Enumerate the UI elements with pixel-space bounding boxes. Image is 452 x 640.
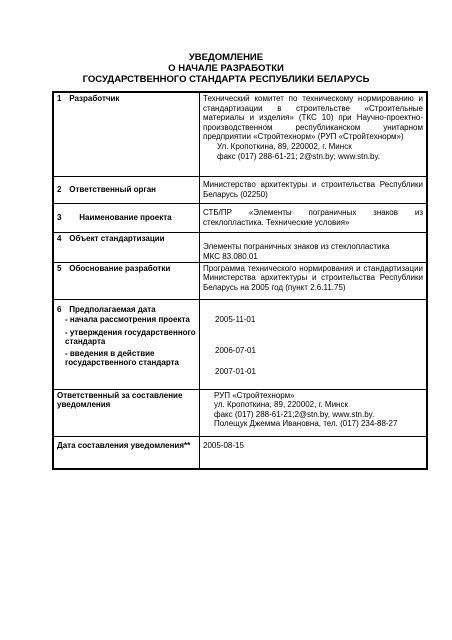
row-responsible-label-cell [53, 389, 200, 436]
row-project [53, 203, 427, 232]
row-label: Дата составления уведомления** [57, 440, 191, 450]
date-effect-value: 2007-01-01 [215, 366, 256, 376]
row-label: Обоснование разработки [69, 263, 171, 273]
date-start-label: - начала рассмотрения проекта [65, 315, 190, 325]
basis-text: Программа технического нормирования и стандартизации Министерства архитектуры и строительства Республики Беларусь на 2005 год (пункт 2.6.11.75) [200, 262, 428, 299]
row-compiled-label-cell [53, 436, 200, 469]
row-basis-label-cell [53, 262, 200, 299]
row-number: 2 [57, 185, 62, 195]
row-object-value-cell [200, 232, 428, 262]
row-label: Разработчик [69, 94, 120, 103]
responsible-address: ул. Кропоткина, 89, 220002, г. Минск [214, 400, 348, 410]
authority-text: Министерство архитектуры и строительства Республики Беларусь (02250) [200, 176, 428, 203]
notification-table [52, 91, 428, 470]
developer-text: Технический комитет по техническому нормированию и стандартизации в строительстве «Строительные материалы и изделия» (ТКС 10) при Научно-проектно-производственном республиканском унитарном предприятии «Стройтехнорм» (РУП «Стройтехнорм») [203, 94, 423, 142]
project-text: СТБ/ПР «Элементы пограничных знаков из стеклопластика. Технические условия» [200, 203, 428, 232]
date-effect-label: - введения в действие государственного стандарта [65, 348, 179, 368]
date-approve-value: 2006-07-01 [215, 346, 256, 356]
row-responsible-value-cell [200, 389, 428, 436]
row-number: 3 [57, 213, 62, 223]
row-developer-label-cell [53, 92, 200, 176]
title-line-2: О НАЧАЛЕ РАЗРАБОТКИ [168, 63, 284, 74]
row-authority [53, 176, 427, 203]
row-number: 1 [57, 94, 62, 103]
row-dates [53, 299, 427, 389]
row-project-label-cell [53, 203, 200, 232]
responsible-person: Полещук Джемма Ивановна, тел. (017) 234-88-27 [214, 419, 398, 429]
document-title [0, 52, 452, 85]
date-approve-label: - утверждения государственного стандарта [65, 327, 196, 347]
row-object-label-cell [53, 232, 200, 262]
title-line-3: ГОСУДАРСТВЕННОГО СТАНДАРТА РЕСПУБЛИКИ БЕЛАРУСЬ [82, 74, 370, 85]
row-compiled [53, 436, 427, 469]
row-number: 5 [57, 263, 62, 273]
row-label: Объект стандартизации [69, 233, 165, 243]
row-number: 6 [57, 304, 62, 314]
row-number: 4 [57, 233, 62, 243]
title-line-1: УВЕДОМЛЕНИЕ [188, 52, 264, 63]
row-dates-label-cell [53, 299, 200, 389]
row-authority-label-cell [53, 176, 200, 203]
row-basis [53, 262, 427, 299]
row-responsible [53, 389, 427, 436]
row-label: Предполагаемая дата [69, 304, 156, 314]
row-label: Наименование проекта [79, 213, 172, 223]
row-object [53, 232, 427, 262]
row-developer-value-cell [200, 92, 428, 176]
compiled-value: 2005-08-15 [200, 436, 428, 469]
object-text: Элементы пограничных знаков из стеклопластика [203, 242, 390, 252]
object-code: МКС 83.080.01 [203, 251, 258, 261]
developer-contacts: факс (017) 288-61-21; 2@stn.by; www.stn.by. [217, 151, 381, 161]
row-label: Ответственный орган [69, 185, 156, 195]
row-label: Ответственный за составление уведомления [57, 390, 183, 410]
row-developer [53, 92, 427, 176]
date-start-value: 2005-11-01 [215, 314, 256, 324]
row-dates-value-cell [200, 299, 428, 389]
developer-address: Ул. Кропоткина, 89, 220002, г. Минск [217, 141, 352, 151]
responsible-org: РУП «Стройтехнорм» [214, 390, 295, 400]
responsible-contacts: факс (017) 288-61-21;2@stn.by, www.stn.by. [214, 409, 375, 419]
